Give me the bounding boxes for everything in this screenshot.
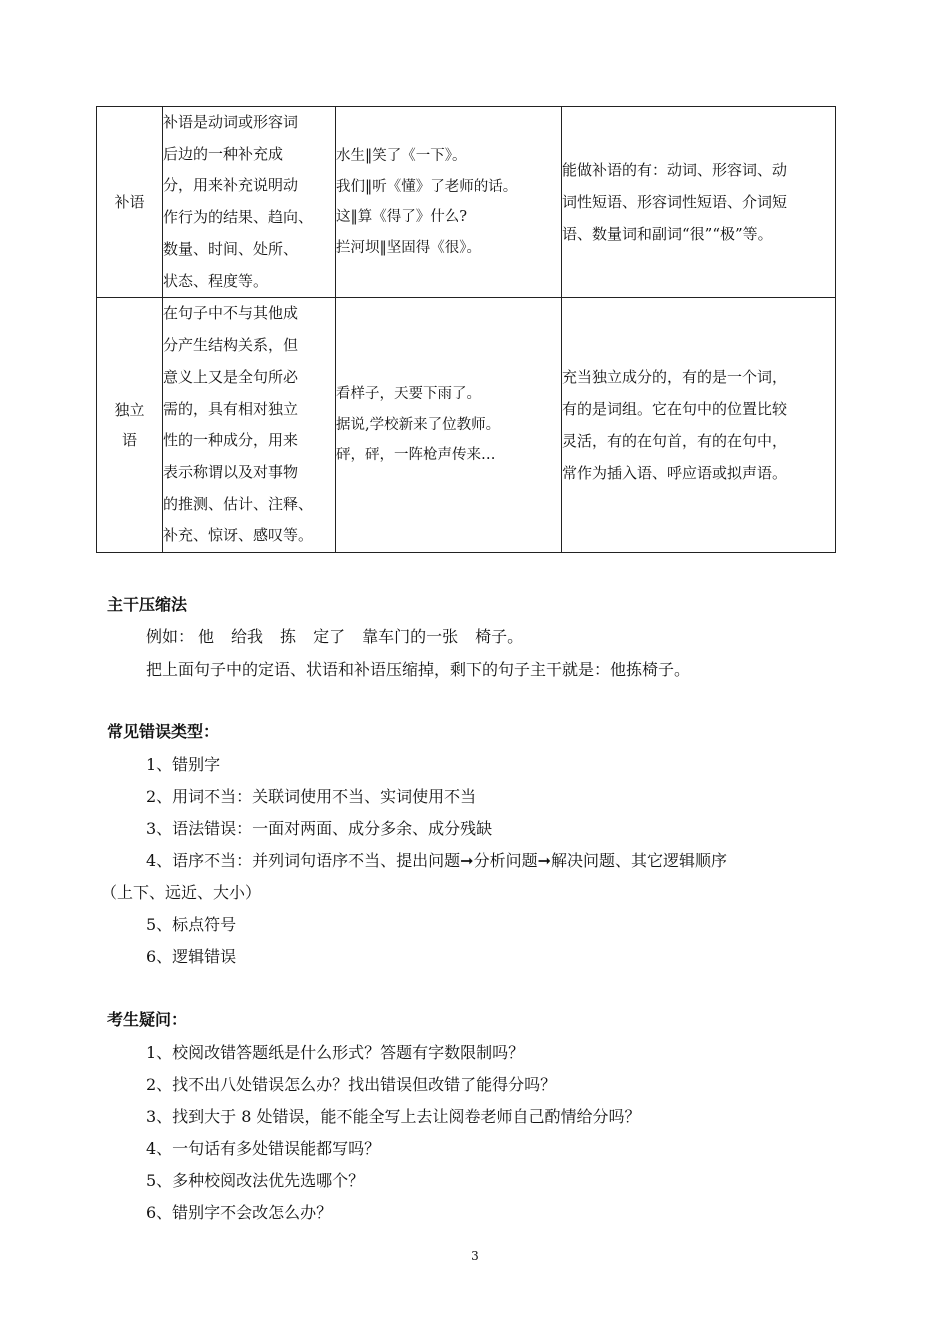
component-notes: 能做补语的有：动词、形容词、动 词性短语、形容词性短语、介词短 语、数量词和副词“很”“极”等。 <box>562 107 836 298</box>
table-row <box>97 298 836 553</box>
table-row <box>97 107 836 298</box>
list-item: 4、语序不当：并列词句语序不当、提出问题➞分析问题➞解决问题、其它逻辑顺序 <box>146 851 727 870</box>
section-title: 主干压缩法 <box>107 595 188 614</box>
list-item: 1、校阅改错答题纸是什么形式？答题有字数限制吗？ <box>146 1043 525 1062</box>
list-item: 4、一句话有多处错误能都写吗？ <box>146 1139 381 1158</box>
list-item: 5、多种校阅改法优先选哪个？ <box>146 1171 365 1190</box>
list-item: 2、找不出八处错误怎么办？找出错误但改错了能得分吗？ <box>146 1075 557 1094</box>
section-title: 考生疑问： <box>107 1010 188 1029</box>
component-examples: 看样子，天要下雨了。 据说,学校新来了位教师。 砰，砰，一阵枪声传来… <box>336 298 562 553</box>
list-item: 6、错别字不会改怎么办？ <box>146 1203 333 1222</box>
list-item: 2、用词不当：关联词使用不当、实词使用不当 <box>146 787 477 806</box>
list-item: 1、错别字 <box>146 755 221 774</box>
component-examples: 水生‖笑了《一下》。 我们‖听《懂》了老师的话。 这‖算《得了》什么? 拦河坝‖坚固得《很》。 <box>336 107 562 298</box>
section-title: 常见错误类型： <box>107 722 220 741</box>
list-item: 5、标点符号 <box>146 915 237 934</box>
list-item: 3、找到大于 8 处错误，能不能全写上去让阅卷老师自己酌情给分吗？ <box>146 1107 641 1126</box>
component-name: 补语 <box>97 107 163 298</box>
component-notes: 充当独立成分的，有的是一个词， 有的是词组。它在句中的位置比较 灵活，有的在句首，有的在句中， 常作为插入语、呼应语或拟声语。 <box>562 298 836 553</box>
list-item: 3、语法错误：一面对两面、成分多余、成分残缺 <box>146 819 493 838</box>
grammar-table <box>96 106 836 553</box>
component-definition: 补语是动词或形容词 后边的一种补充成 分，用来补充说明动 作行为的结果、趋向、 数量、时间、处所、 状态、程度等。 <box>163 107 336 298</box>
list-item: 6、逻辑错误 <box>146 947 237 966</box>
component-definition: 在句子中不与其他成 分产生结构关系，但 意义上又是全句所必 需的，具有相对独立 性的一种成分，用来 表示称谓以及对事物 的推测、估计、注释、 补充、惊讶、感叹等。 <box>163 298 336 553</box>
component-name: 独立 语 <box>97 298 163 553</box>
example-sentence: 例如： 他 给我 拣 定了 靠车门的一张 椅子。 <box>146 627 524 646</box>
page-number: 3 <box>471 1249 479 1263</box>
list-item-continuation: （上下、远近、大小） <box>101 883 262 902</box>
paragraph: 把上面句子中的定语、状语和补语压缩掉，剩下的句子主干就是：他拣椅子。 <box>146 660 691 679</box>
